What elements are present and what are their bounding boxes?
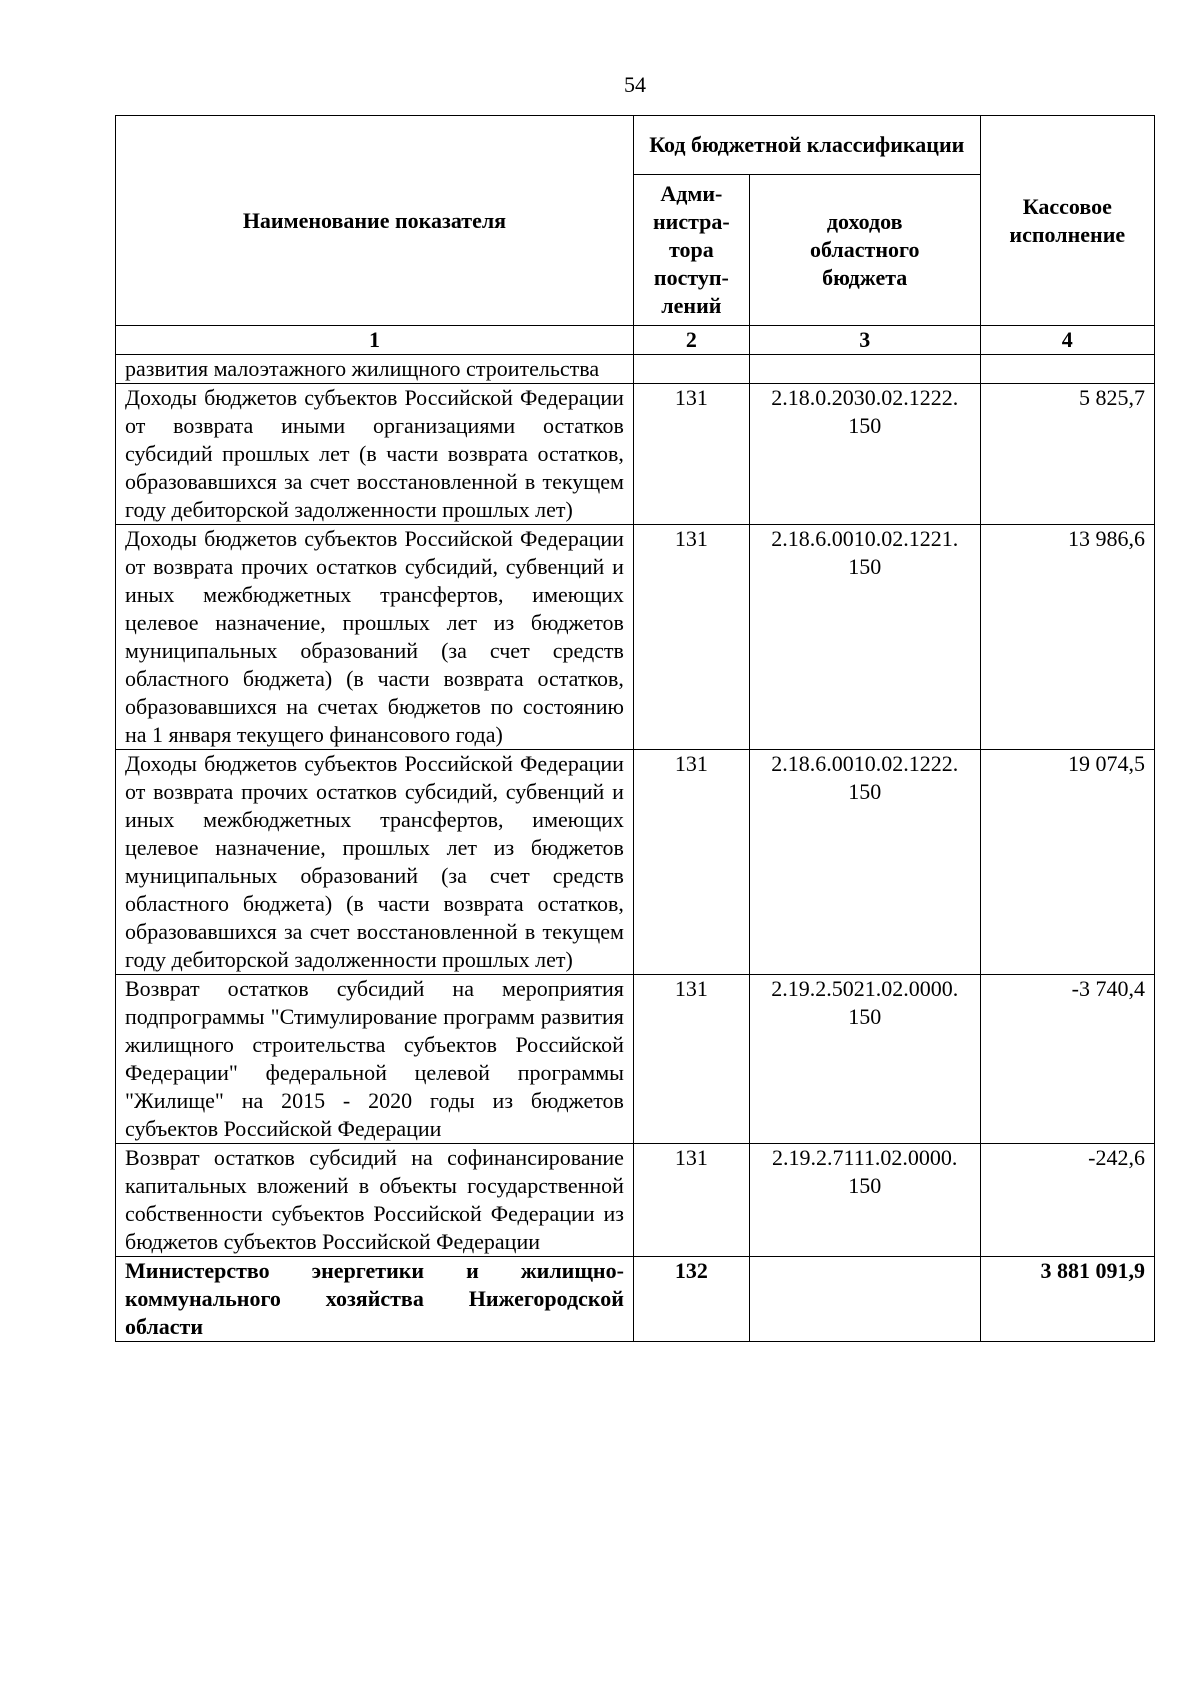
row-revenue-code-cell: 2.18.6.0010.02.1222. 150 bbox=[749, 750, 980, 975]
colnum-2: 2 bbox=[633, 326, 749, 355]
row-amount-cell: 3 881 091,9 bbox=[980, 1257, 1154, 1342]
row-admin-code-cell: 131 bbox=[633, 750, 749, 975]
colnum-3: 3 bbox=[749, 326, 980, 355]
row-name-cell: Доходы бюджетов субъектов Российской Федерации от возврата иными организациями остатков субсидий прошлых лет (в части возврата остатков, образовавшихся за счет восстановленной в текущем году дебиторской задолженности прошлых лет) bbox=[116, 384, 634, 525]
header-revenue: доходов областного бюджета bbox=[749, 175, 980, 326]
row-name-cell: Доходы бюджетов субъектов Российской Федерации от возврата прочих остатков субсидий, субвенций и иных межбюджетных трансфертов, имеющих целевое назначение, прошлых лет из бюджетов муниципальных образований (за счет средств областного бюджета) (в части возврата остатков, образовавшихся за счет восстановленной в текущем году дебиторской задолженности прошлых лет) bbox=[116, 750, 634, 975]
table-row bbox=[116, 525, 1155, 750]
row-admin-code-cell: 131 bbox=[633, 525, 749, 750]
page-number: 54 bbox=[624, 72, 646, 97]
row-amount-cell: 5 825,7 bbox=[980, 384, 1154, 525]
row-revenue-code-cell: 2.19.2.7111.02.0000. 150 bbox=[749, 1144, 980, 1257]
colnum-4: 4 bbox=[980, 326, 1154, 355]
row-name-cell: Возврат остатков субсидий на мероприятия подпрограммы "Стимулирование программ развития жилищного строительства субъектов Российской Федерации" федеральной целевой программы "Жилище" на 2015 - 2020 годы из бюджетов субъектов Российской Федерации bbox=[116, 975, 634, 1144]
row-admin-code-cell: 131 bbox=[633, 384, 749, 525]
row-admin-code-cell: 131 bbox=[633, 975, 749, 1144]
table-header bbox=[116, 116, 1155, 355]
row-revenue-code-cell: 2.18.6.0010.02.1221. 150 bbox=[749, 525, 980, 750]
table-row bbox=[116, 1257, 1155, 1342]
table-body bbox=[116, 355, 1155, 1342]
header-cash: Кассовое исполнение bbox=[980, 116, 1154, 326]
row-name-cell: развития малоэтажного жилищного строительства bbox=[116, 355, 634, 384]
column-numbers-row bbox=[116, 326, 1155, 355]
row-admin-code-cell bbox=[633, 355, 749, 384]
table-row bbox=[116, 975, 1155, 1144]
table-row bbox=[116, 384, 1155, 525]
row-name-cell: Министерство энергетики и жилищно-коммунального хозяйства Нижегородской области bbox=[116, 1257, 634, 1342]
row-name-cell: Возврат остатков субсидий на софинансирование капитальных вложений в объекты государственной собственности субъектов Российской Федерации из бюджетов субъектов Российской Федерации bbox=[116, 1144, 634, 1257]
header-code-group: Код бюджетной классификации bbox=[633, 116, 980, 175]
budget-table bbox=[115, 115, 1155, 1342]
row-revenue-code-cell bbox=[749, 355, 980, 384]
header-admin: Адми-нистра-тора поступ-лений bbox=[633, 175, 749, 326]
table-row bbox=[116, 750, 1155, 975]
row-revenue-code-cell: 2.19.2.5021.02.0000. 150 bbox=[749, 975, 980, 1144]
row-admin-code-cell: 132 bbox=[633, 1257, 749, 1342]
row-amount-cell: 19 074,5 bbox=[980, 750, 1154, 975]
row-revenue-code-cell bbox=[749, 1257, 980, 1342]
row-revenue-code-cell: 2.18.0.2030.02.1222. 150 bbox=[749, 384, 980, 525]
row-amount-cell: -242,6 bbox=[980, 1144, 1154, 1257]
row-admin-code-cell: 131 bbox=[633, 1144, 749, 1257]
table-row bbox=[116, 355, 1155, 384]
header-name: Наименование показателя bbox=[116, 116, 634, 326]
row-amount-cell: 13 986,6 bbox=[980, 525, 1154, 750]
row-amount-cell bbox=[980, 355, 1154, 384]
colnum-1: 1 bbox=[116, 326, 634, 355]
row-name-cell: Доходы бюджетов субъектов Российской Федерации от возврата прочих остатков субсидий, субвенций и иных межбюджетных трансфертов, имеющих целевое назначение, прошлых лет из бюджетов муниципальных образований (за счет средств областного бюджета) (в части возврата остатков, образовавшихся на счетах бюджетов по состоянию на 1 января текущего финансового года) bbox=[116, 525, 634, 750]
table-row bbox=[116, 1144, 1155, 1257]
row-amount-cell: -3 740,4 bbox=[980, 975, 1154, 1144]
